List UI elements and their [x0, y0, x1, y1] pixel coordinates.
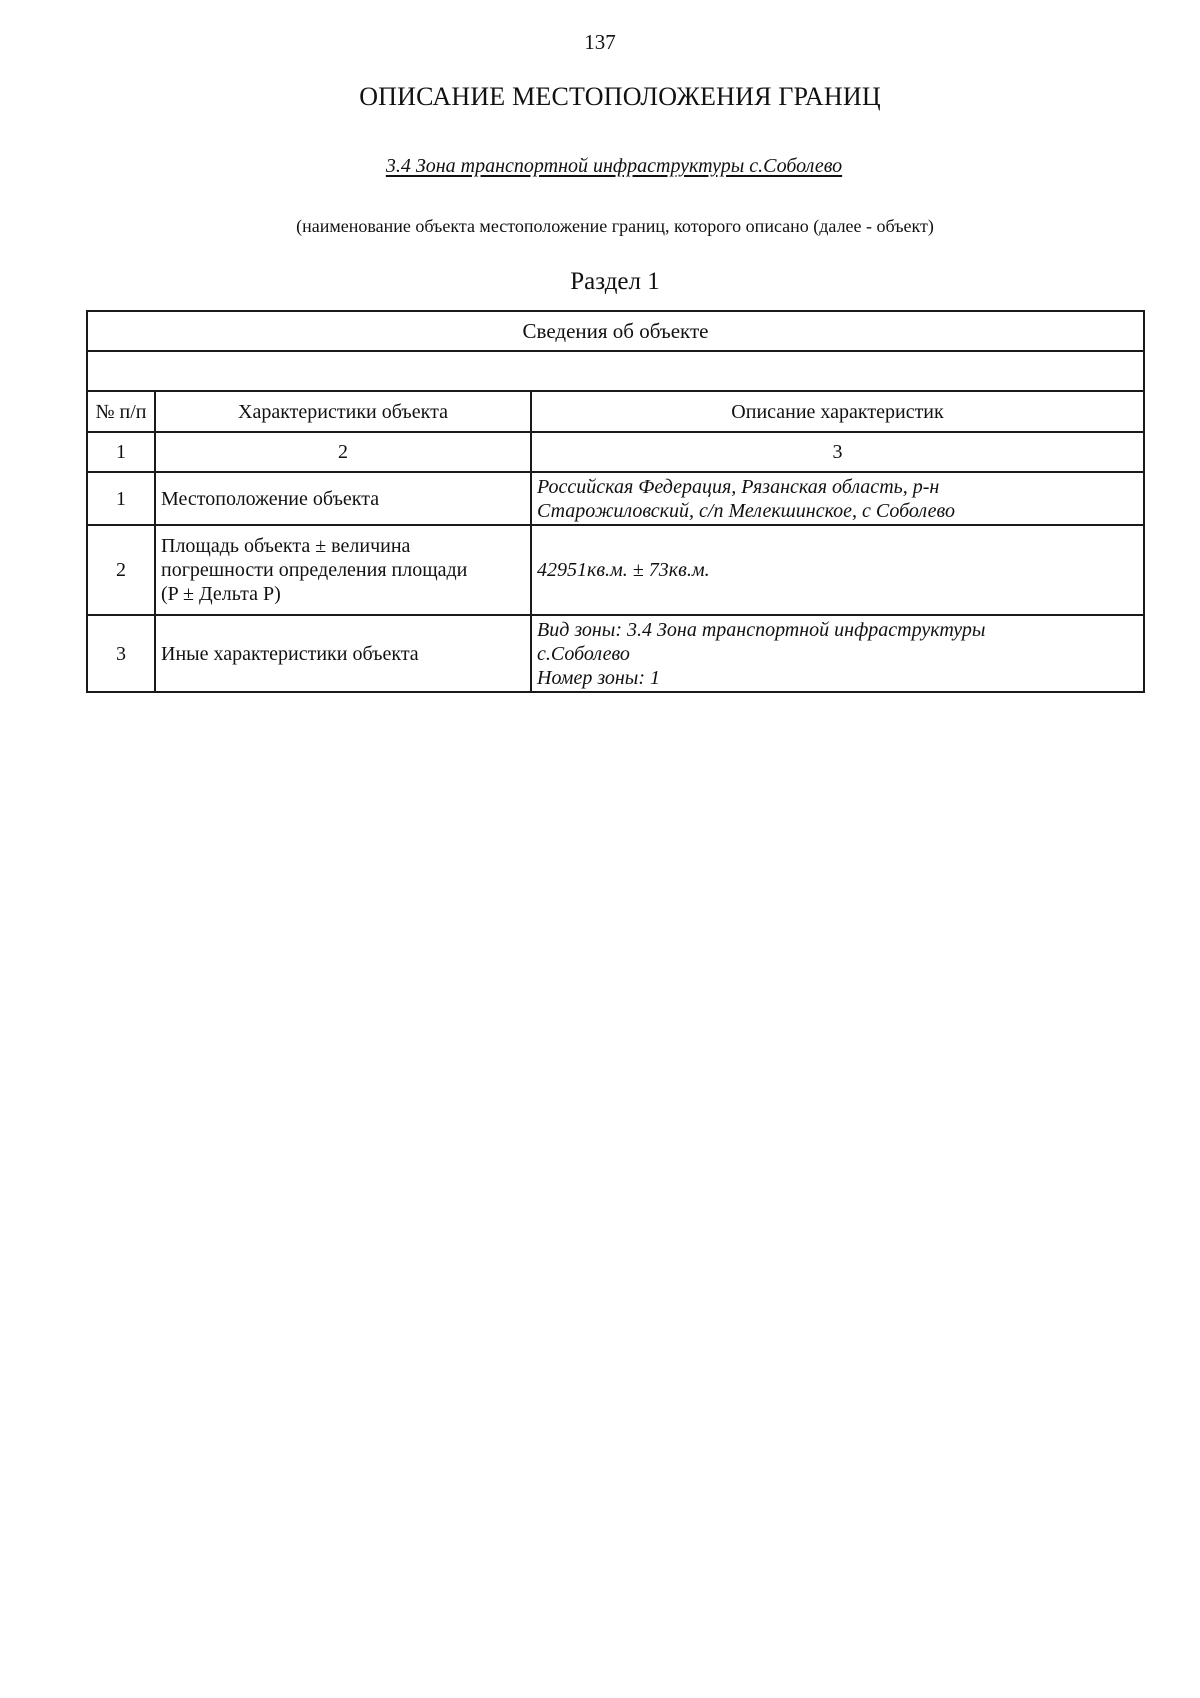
row-number: 3	[87, 615, 155, 692]
row-description: Российская Федерация, Рязанская область, р-н Старожиловский, с/п Мелекшинское, с Соболево	[531, 472, 1144, 525]
table-row	[87, 615, 1144, 692]
header-num: № п/п	[87, 391, 155, 432]
table-header-row	[87, 391, 1144, 432]
page-number: 137	[584, 30, 616, 54]
table-row	[87, 472, 1144, 525]
row-characteristic: Иные характеристики объекта	[155, 615, 531, 692]
table-row	[87, 525, 1144, 615]
object-info-table	[86, 310, 1145, 693]
object-name: 3.4 Зона транспортной инфраструктуры с.Соболево	[385, 155, 843, 177]
table-title: Сведения об объекте	[87, 311, 1144, 351]
index-cell-1: 1	[87, 432, 155, 472]
index-cell-3: 3	[531, 432, 1144, 472]
page-title: ОПИСАНИЕ МЕСТОПОЛОЖЕНИЯ ГРАНИЦ	[359, 82, 881, 111]
section-title: Раздел 1	[570, 268, 660, 295]
row-number: 1	[87, 472, 155, 525]
table-blank-row	[87, 351, 1144, 391]
table-title-row	[87, 311, 1144, 351]
table-index-row	[87, 432, 1144, 472]
row-characteristic: Местоположение объекта	[155, 472, 531, 525]
row-description: Вид зоны: 3.4 Зона транспортной инфраструктуры с.Соболево Номер зоны: 1	[531, 615, 1144, 692]
object-name-caption: (наименование объекта местоположение границ, которого описано (далее - объект)	[296, 216, 934, 236]
row-description: 42951кв.м. ± 73кв.м.	[531, 525, 1144, 615]
row-characteristic: Площадь объекта ± величина погрешности определения площади (P ± Дельта P)	[155, 525, 531, 615]
row-number: 2	[87, 525, 155, 615]
header-description: Описание характеристик	[531, 391, 1144, 432]
header-characteristic: Характеристики объекта	[155, 391, 531, 432]
index-cell-2: 2	[155, 432, 531, 472]
blank-cell	[87, 351, 1144, 391]
